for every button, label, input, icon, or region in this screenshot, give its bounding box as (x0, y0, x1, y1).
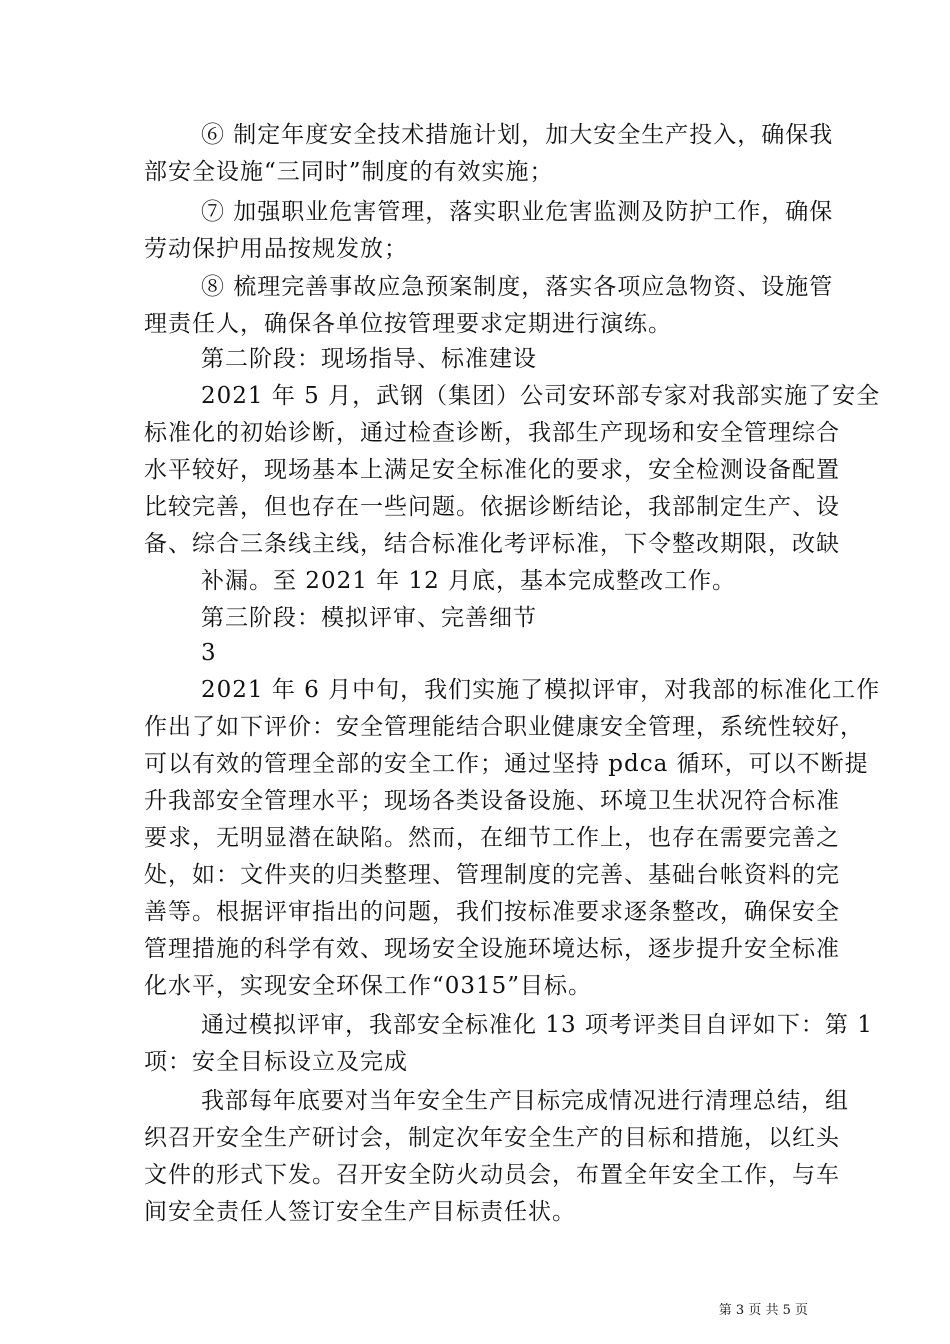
paragraph-line: 管理措施的科学有效、现场安全设施环境达标，逐步提升安全标准 (144, 936, 840, 962)
paragraph-line: 备、综合三条线主线，结合标准化考评标准，下令整改期限，改缺 (144, 531, 840, 557)
paragraph-line: 水平较好，现场基本上满足安全标准化的要求，安全检测设备配置 (144, 457, 840, 483)
paragraph-line: 文件的形式下发。召开安全防火动员会，布置全年安全工作，与车 (144, 1162, 840, 1188)
paragraph-line: 比较完善，但也存在一些问题。依据诊断结论，我部制定生产、设 (144, 494, 840, 520)
paragraph-line: 项：安全目标设立及完成 (144, 1049, 408, 1075)
paragraph-line: 善等。根据评审指出的问题，我们按标准要求逐条整改，确保安全 (144, 899, 840, 925)
page-number-footer: 第 3 页 共 5 页 (718, 1303, 808, 1318)
paragraph-line: 我部每年底要对当年安全生产目标完成情况进行清理总结，组 (201, 1088, 849, 1114)
paragraph-line: ⑧ 梳理完善事故应急预案制度，落实各项应急物资、设施管 (201, 274, 834, 300)
inline-number: 3 (201, 640, 217, 666)
paragraph-line: ⑥ 制定年度安全技术措施计划，加大安全生产投入，确保我 (201, 122, 834, 148)
paragraph-line: 织召开安全生产研讨会，制定次年安全生产的目标和措施，以红头 (144, 1125, 840, 1151)
paragraph-line: 通过模拟评审，我部安全标准化 13 项考评类目自评如下：第 1 (201, 1012, 873, 1038)
paragraph-line: ⑦ 加强职业危害管理，落实职业危害监测及防护工作，确保 (201, 199, 834, 225)
paragraph-line: 部安全设施“三同时”制度的有效实施； (144, 159, 554, 185)
paragraph-line: 间安全责任人签订安全生产目标责任状。 (144, 1199, 576, 1225)
section-heading: 第二阶段：现场指导、标准建设 (201, 346, 537, 372)
paragraph-line: 升我部安全管理水平；现场各类设备设施、环境卫生状况符合标准 (144, 788, 840, 814)
paragraph-line: 补漏。至 2021 年 12 月底，基本完成整改工作。 (201, 568, 737, 594)
paragraph-line: 标准化的初始诊断，通过检查诊断，我部生产现场和安全管理综合 (144, 420, 840, 446)
paragraph-line: 2021 年 6 月中旬，我们实施了模拟评审，对我部的标准化工作 (201, 677, 881, 703)
paragraph-line: 要求，无明显潜在缺陷。然而，在细节工作上，也存在需要完善之 (144, 825, 840, 851)
paragraph-line: 处，如：文件夹的归类整理、管理制度的完善、基础台帐资料的完 (144, 862, 840, 888)
paragraph-line: 2021 年 5 月，武钢（集团）公司安环部专家对我部实施了安全 (201, 383, 881, 409)
section-heading: 第三阶段：模拟评审、完善细节 (201, 605, 537, 631)
paragraph-line: 理责任人，确保各单位按管理要求定期进行演练。 (144, 311, 672, 337)
paragraph-line: 作出了如下评价：安全管理能结合职业健康安全管理，系统性较好， (144, 714, 864, 740)
paragraph-line: 可以有效的管理全部的安全工作；通过坚持 pdca 循环，可以不断提 (144, 751, 869, 777)
paragraph-line: 化水平，实现安全环保工作“0315”目标。 (144, 973, 593, 999)
paragraph-line: 劳动保护用品按规发放； (144, 236, 408, 262)
